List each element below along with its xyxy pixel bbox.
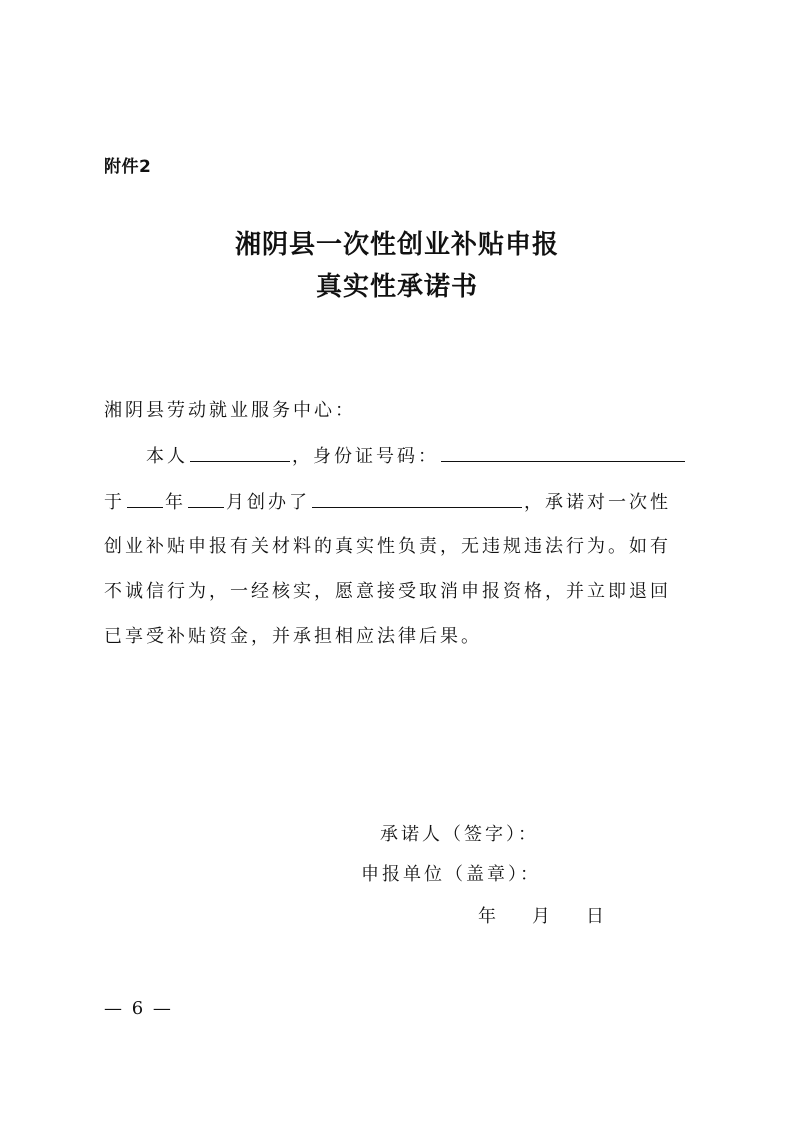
body-line-3: 创业补贴申报有关材料的真实性负责，无违规违法行为。如有 — [104, 536, 671, 557]
page-number: — 6 — — [104, 998, 173, 1019]
id-number-blank — [441, 443, 685, 462]
unit-seal-label: 申报单位（盖章）： — [361, 864, 541, 885]
body-line1-prefix: 本人 — [146, 446, 188, 467]
body-line-2 — [104, 488, 671, 514]
business-name-blank — [312, 489, 522, 508]
body-line-1 — [146, 442, 687, 468]
attachment-label: 附件2 — [104, 157, 152, 177]
name-blank — [190, 443, 290, 462]
date-month-label: 月 — [532, 906, 550, 927]
body-line1-middle: ，身份证号码： — [292, 446, 439, 467]
body-line-4: 不诚信行为，一经核实，愿意接受取消申报资格，并立即退回 — [104, 581, 671, 602]
body-line2-month: 月创办了 — [226, 492, 310, 513]
recipient-line: 湘阴县劳动就业服务中心： — [104, 400, 356, 421]
body-line2-prefix: 于 — [104, 492, 125, 513]
document-title-line2: 真实性承诺书 — [315, 272, 478, 302]
body-line2-suffix: ，承诺对一次性 — [524, 492, 671, 513]
month-blank — [188, 489, 224, 508]
date-year-label: 年 — [478, 906, 496, 927]
body-line2-year: 年 — [165, 492, 186, 513]
date-day-label: 日 — [586, 906, 604, 927]
document-title-line1: 湘阴县一次性创业补贴申报 — [234, 230, 559, 260]
promisor-signature-label: 承诺人（签字）： — [380, 824, 539, 845]
body-line-5: 已享受补贴资金，并承担相应法律后果。 — [104, 626, 482, 647]
year-blank — [127, 489, 163, 508]
